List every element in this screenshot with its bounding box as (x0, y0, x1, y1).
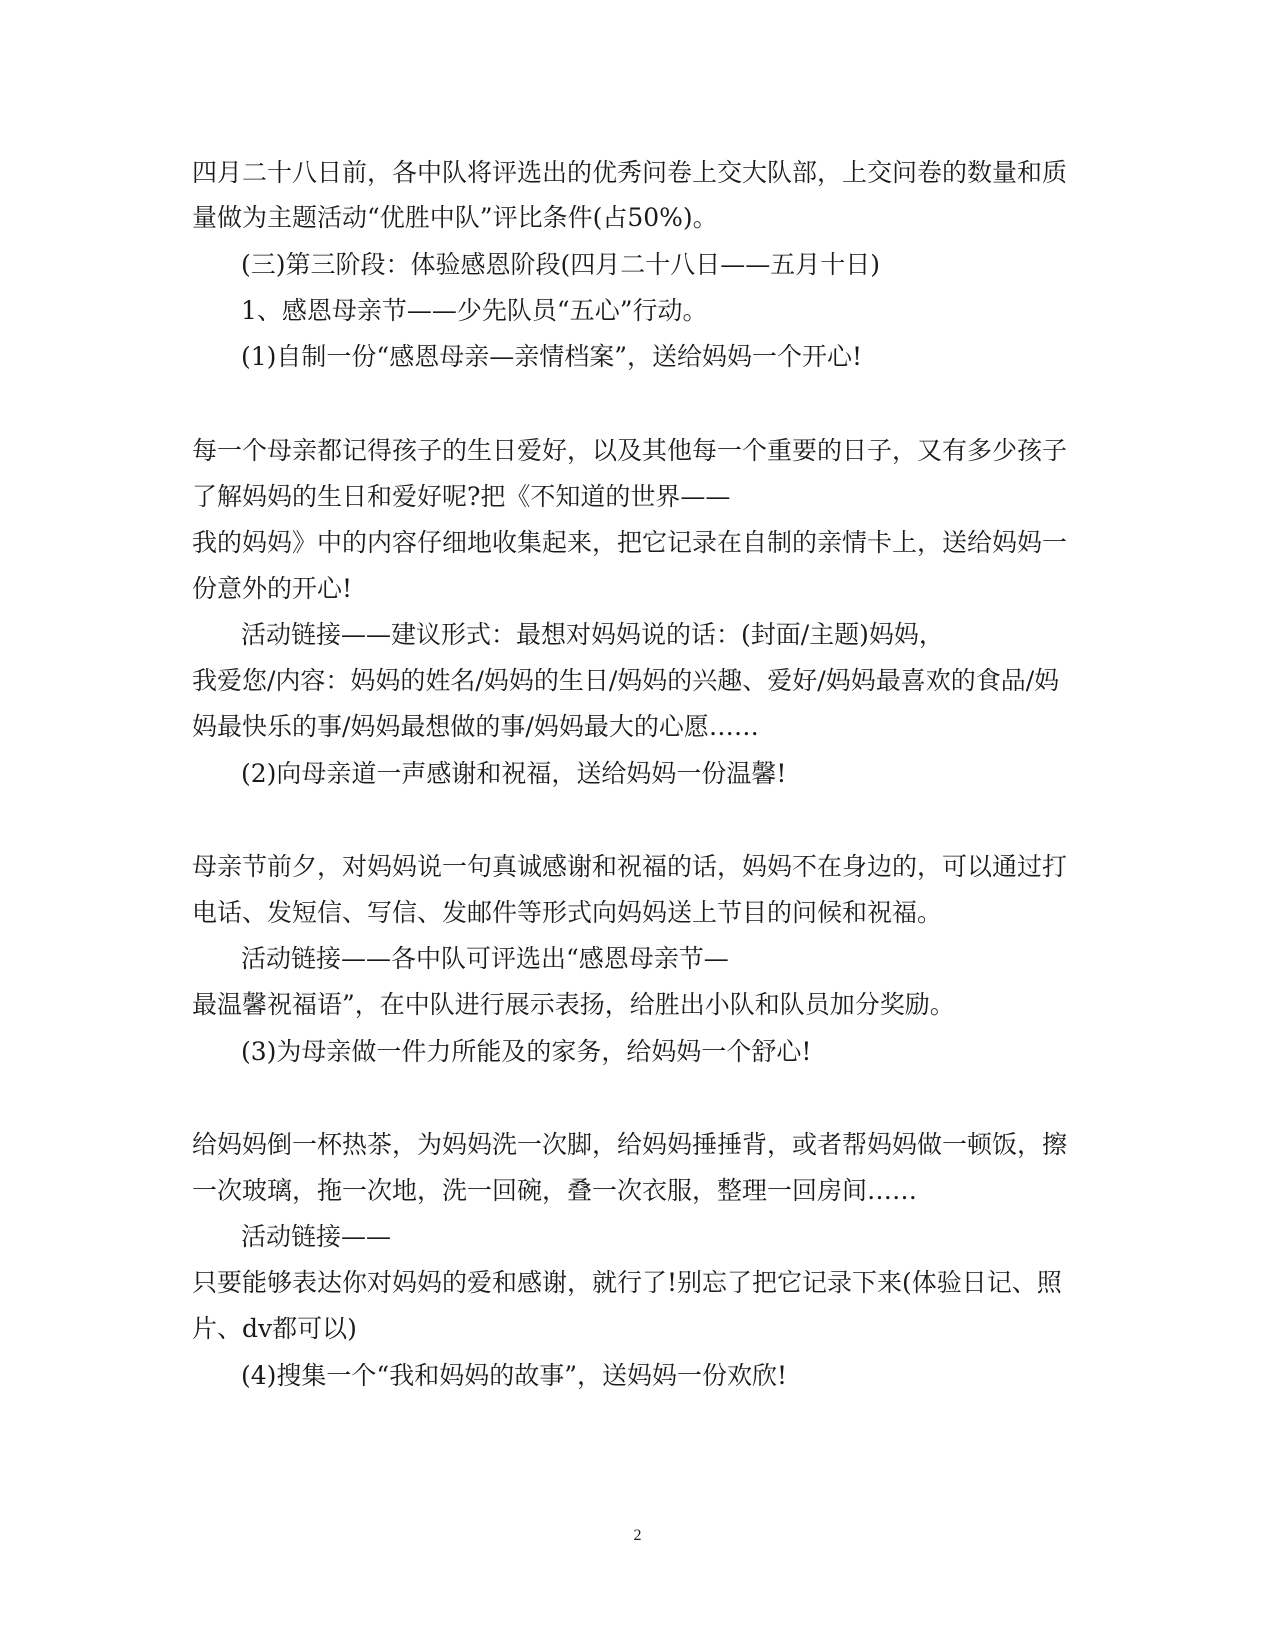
text-line: 我爱您/内容：妈妈的姓名/妈妈的生日/妈妈的兴趣、爱好/妈妈最喜欢的食品/妈 (192, 666, 1060, 695)
text-line: 一次玻璃，拖一次地，洗一回碗，叠一次衣服，整理一回房间…… (192, 1176, 918, 1205)
text-line: 每一个母亲都记得孩子的生日爱好，以及其他每一个重要的日子，又有多少孩子 (192, 436, 1068, 465)
text-line: 我的妈妈》中的内容仔细地收集起来，把它记录在自制的亲情卡上，送给妈妈一 (192, 528, 1068, 557)
text-line: 妈最快乐的事/妈妈最想做的事/妈妈最大的心愿…… (192, 712, 759, 741)
subitem-heading: (2)向母亲道一声感谢和祝福，送给妈妈一份温馨! (241, 759, 787, 788)
text-line: 了解妈妈的生日和爱好呢?把《不知道的世界—— (192, 482, 731, 511)
section-heading: (三)第三阶段：体验感恩阶段(四月二十八日——五月十日) (241, 250, 881, 279)
text-line: 母亲节前夕，对妈妈说一句真诚感谢和祝福的话，妈妈不在身边的，可以通过打 (192, 852, 1068, 881)
subitem-heading: (4)搜集一个“我和妈妈的故事”，送妈妈一份欢欣! (241, 1361, 788, 1390)
text-line: 量做为主题活动“优胜中队”评比条件(占50%)。 (192, 203, 718, 232)
subitem-heading: (1)自制一份“感恩母亲—亲情档案”，送给妈妈一个开心! (241, 342, 863, 371)
text-line: 四月二十八日前，各中队将评选出的优秀问卷上交大队部，上交问卷的数量和质 (192, 158, 1068, 187)
activity-link: 活动链接——各中队可评选出“感恩母亲节— (241, 944, 729, 973)
text-line: 只要能够表达你对妈妈的爱和感谢，就行了!别忘了把它记录下来(体验日记、照 (192, 1268, 1062, 1297)
page-number: 2 (633, 1527, 642, 1544)
activity-link: 活动链接——建议形式：最想对妈妈说的话：(封面/主题)妈妈， (241, 620, 944, 649)
text-line: 电话、发短信、写信、发邮件等形式向妈妈送上节目的问候和祝福。 (192, 898, 943, 927)
subitem-heading: (3)为母亲做一件力所能及的家务，给妈妈一个舒心! (241, 1037, 812, 1066)
text-line: 片、dv都可以) (192, 1314, 357, 1343)
item-heading: 1、感恩母亲节——少先队员“五心”行动。 (241, 296, 708, 325)
text-line: 份意外的开心! (192, 574, 353, 603)
text-line: 最温馨祝福语”，在中队进行展示表扬，给胜出小队和队员加分奖励。 (192, 990, 955, 1019)
text-line: 给妈妈倒一杯热茶，为妈妈洗一次脚，给妈妈捶捶背，或者帮妈妈做一顿饭，擦 (192, 1130, 1068, 1159)
activity-link: 活动链接—— (241, 1222, 392, 1251)
